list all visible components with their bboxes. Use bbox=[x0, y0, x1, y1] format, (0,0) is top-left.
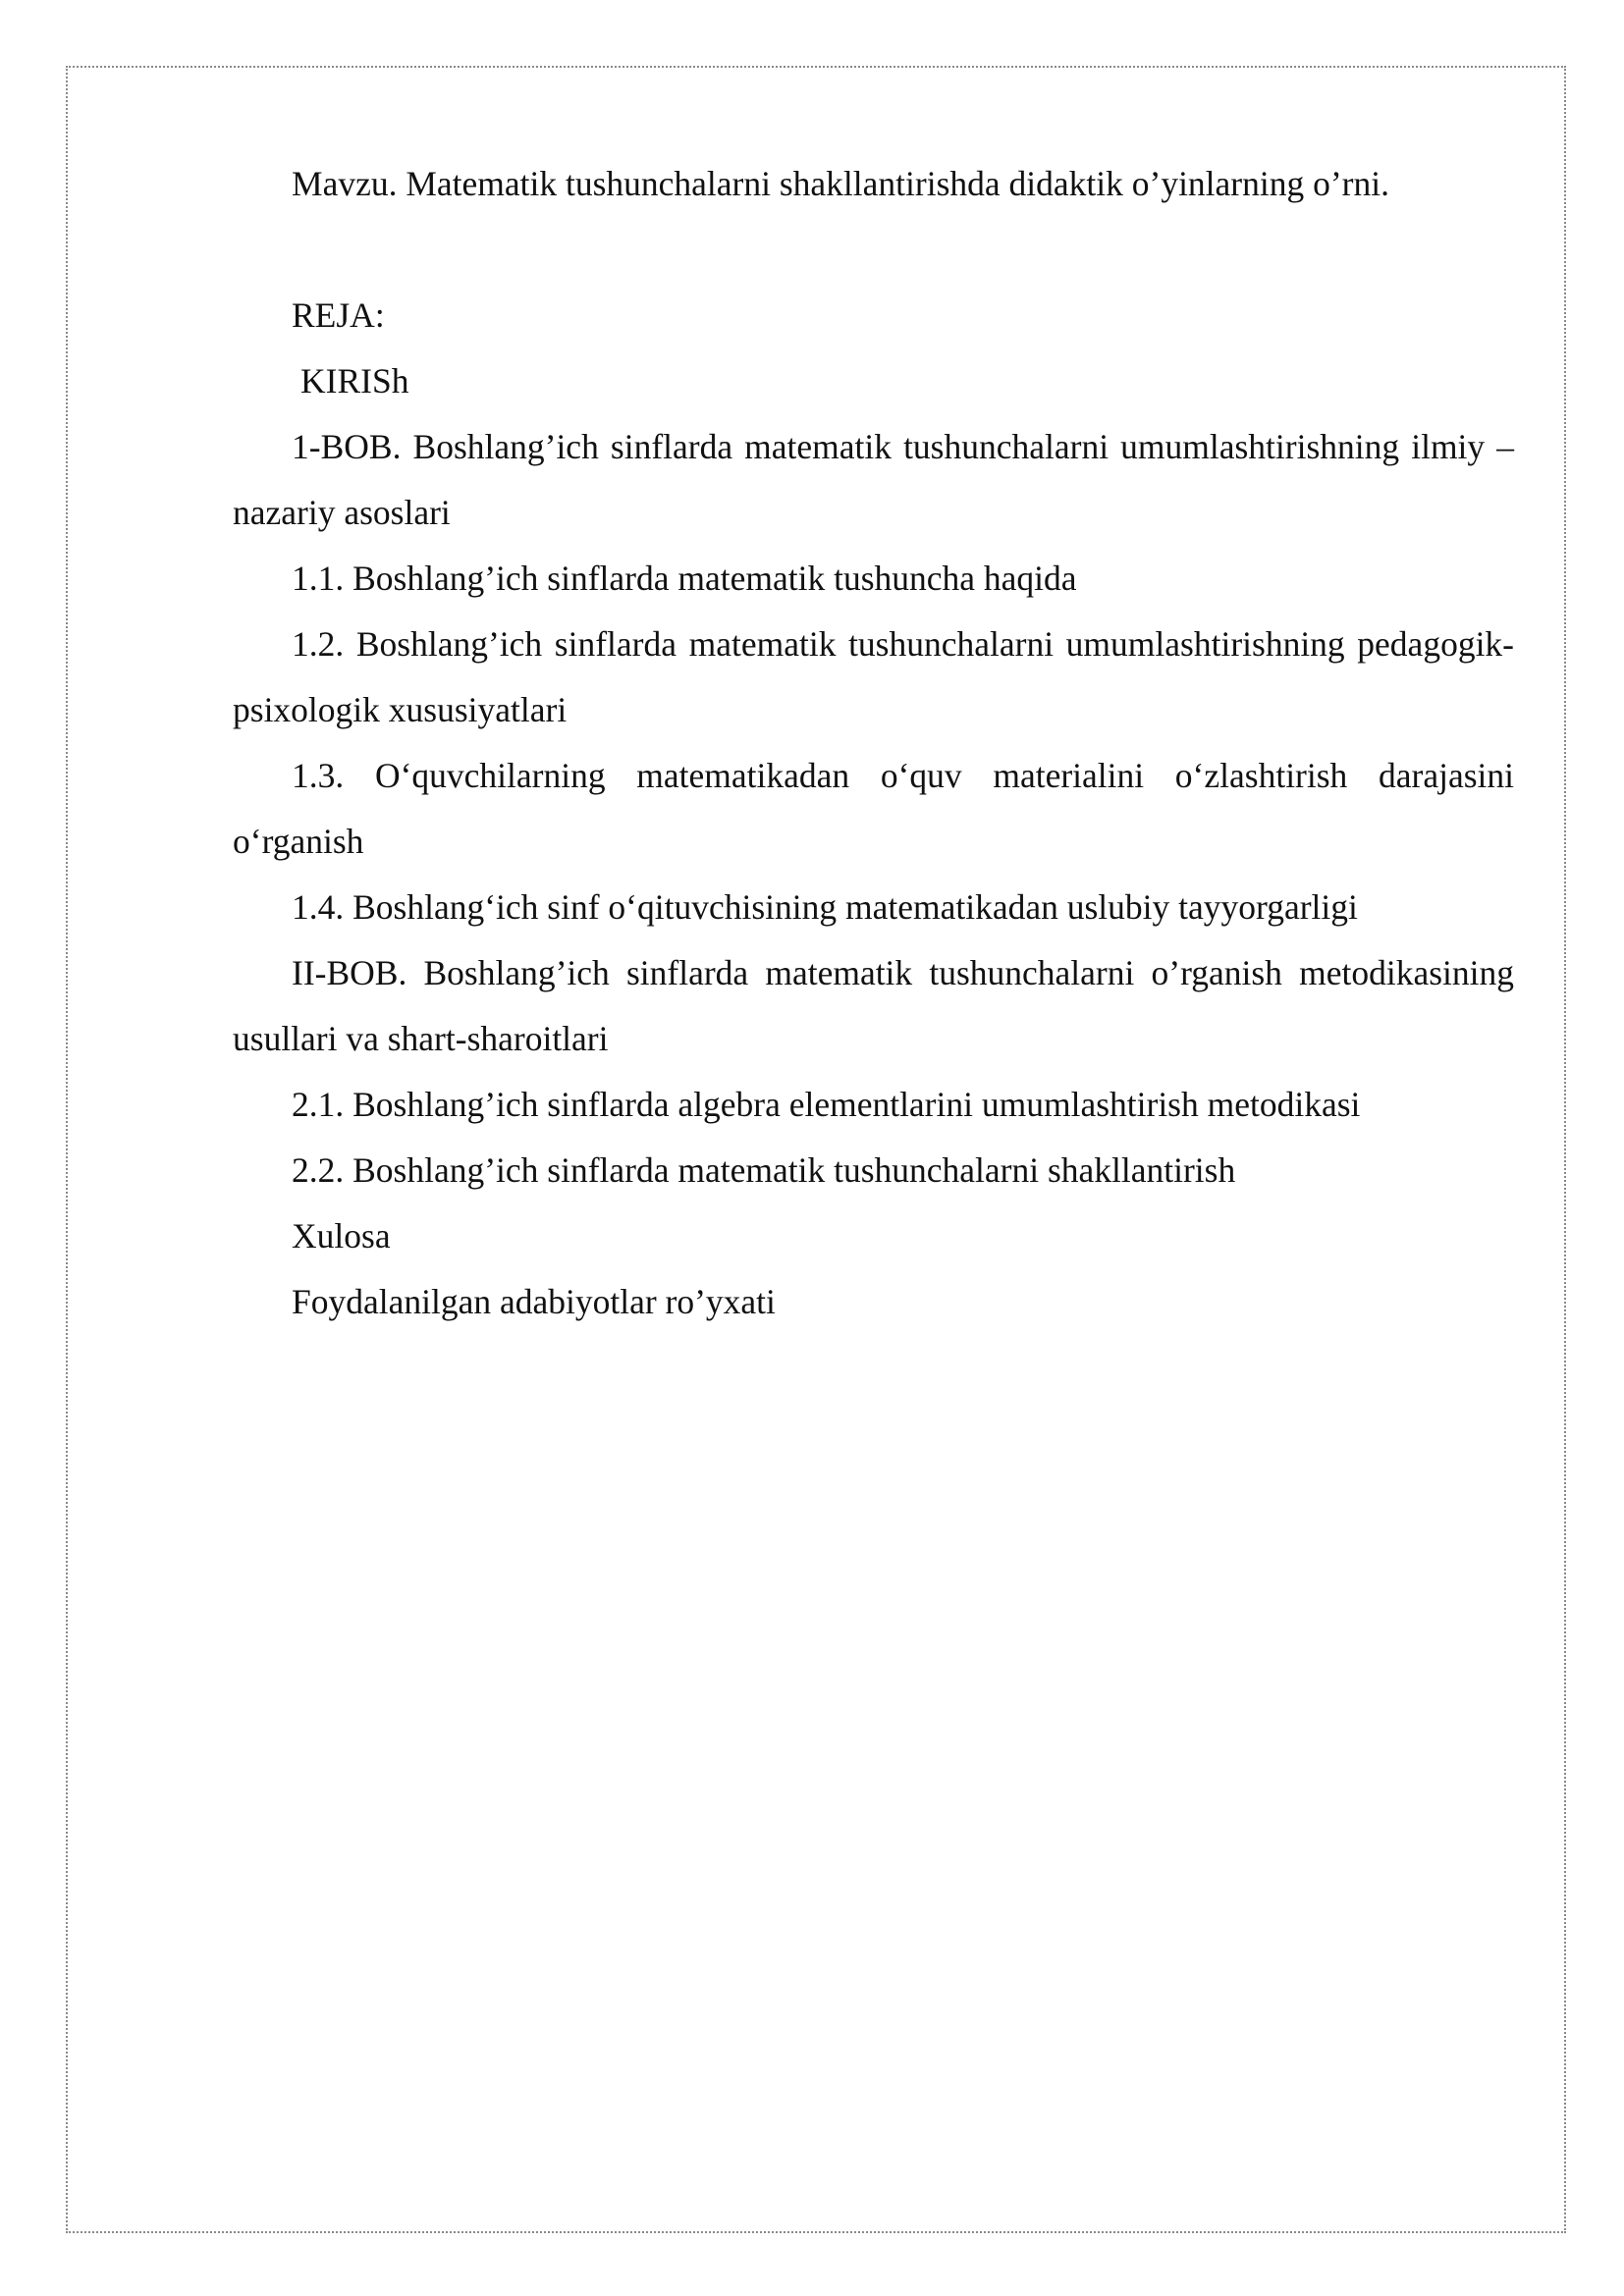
plan-item-1-4: 1.4. Boshlang‘ich sinf o‘qituvchisining matematikadan uslubiy tayyorgarligi bbox=[292, 887, 1358, 927]
plan-item-2-2: 2.2. Boshlang’ich sinflarda matematik tushunchalarni shakllantirish bbox=[292, 1150, 1236, 1190]
plan-item-2-1: 2.1. Boshlang’ich sinflarda algebra elementlarini umumlashtirish metodikasi bbox=[292, 1085, 1361, 1124]
document-body bbox=[233, 151, 1514, 1335]
plan-item-1-3: 1.3. O‘quvchilarning matematikadan o‘quv materialini o‘zlashtirish darajasini o‘rganish bbox=[233, 756, 1514, 861]
plan-item-1-2: 1.2. Boshlang’ich sinflarda matematik tushunchalarni umumlashtirishning pedagogik-psixologik xususiyatlari bbox=[233, 624, 1514, 729]
plan-heading: REJA: bbox=[292, 295, 385, 335]
plan-item-chapter-1: 1-BOB. Boshlang’ich sinflarda matematik tushunchalarni umumlashtirishning ilmiy – nazariy asoslari bbox=[233, 427, 1514, 532]
plan-item-introduction: KIRISh bbox=[300, 361, 409, 400]
plan-item-conclusion: Xulosa bbox=[292, 1216, 391, 1255]
plan-item-1-1: 1.1. Boshlang’ich sinflarda matematik tushuncha haqida bbox=[292, 559, 1077, 598]
plan-item-references: Foydalanilgan adabiyotlar ro’yxati bbox=[292, 1282, 776, 1321]
plan-item-chapter-2: II-BOB. Boshlang’ich sinflarda matematik tushunchalarni o’rganish metodikasining usullari va shart-sharoitlari bbox=[233, 953, 1514, 1058]
topic-line: Mavzu. Matematik tushunchalarni shakllantirishda didaktik o’yinlarning o’rni. bbox=[292, 164, 1389, 203]
